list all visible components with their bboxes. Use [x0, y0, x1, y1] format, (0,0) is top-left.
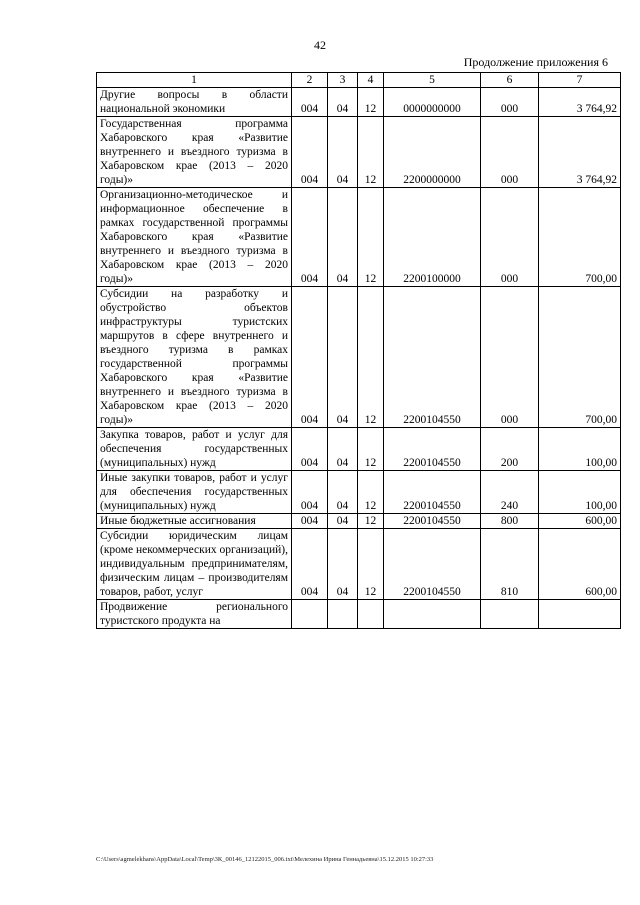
row-name: Субсидии юридическим лицам (кроме некоммерческих организаций), индивидуальным предпринимателям, физическим лицам – производителям товаров, работ, услуг	[97, 529, 292, 600]
table-row	[97, 287, 621, 428]
subsection-code: 12	[358, 529, 384, 600]
subsection-code: 12	[358, 428, 384, 471]
section-code: 04	[328, 188, 358, 287]
column-header: 2	[292, 73, 328, 88]
page-number: 42	[314, 38, 326, 52]
subsection-code: 12	[358, 88, 384, 117]
ministry-code: 004	[292, 428, 328, 471]
section-code: 04	[328, 428, 358, 471]
table-row	[97, 514, 621, 529]
expense-type-code: 200	[481, 428, 539, 471]
subsection-code	[358, 600, 384, 629]
expense-type-code: 000	[481, 188, 539, 287]
section-code: 04	[328, 88, 358, 117]
amount: 700,00	[539, 188, 621, 287]
target-item-code: 0000000000	[384, 88, 481, 117]
column-header: 7	[539, 73, 621, 88]
row-name: Субсидии на разработку и обустройство объектов инфраструктуры туристских маршрутов в сфере внутреннего и въездного туризма в рамках государственной программы Хабаровского края «Развитие внутреннего и въездного туризма в Хабаровском крае (2013 – 2020 годы)»	[97, 287, 292, 428]
amount: 100,00	[539, 471, 621, 514]
row-name: Продвижение регионального туристского продукта на	[97, 600, 292, 629]
target-item-code: 2200104550	[384, 529, 481, 600]
target-item-code: 2200100000	[384, 188, 481, 287]
ministry-code: 004	[292, 188, 328, 287]
budget-table	[96, 72, 621, 629]
ministry-code	[292, 600, 328, 629]
subsection-code: 12	[358, 287, 384, 428]
column-header: 1	[97, 73, 292, 88]
target-item-code: 2200104550	[384, 514, 481, 529]
amount: 600,00	[539, 514, 621, 529]
appendix-continuation-label: Продолжение приложения 6	[463, 55, 608, 69]
table-row	[97, 88, 621, 117]
subsection-code: 12	[358, 471, 384, 514]
ministry-code: 004	[292, 88, 328, 117]
expense-type-code: 800	[481, 514, 539, 529]
section-code: 04	[328, 287, 358, 428]
amount: 3 764,92	[539, 117, 621, 188]
amount: 600,00	[539, 529, 621, 600]
table-row	[97, 529, 621, 600]
expense-type-code: 000	[481, 287, 539, 428]
ministry-code: 004	[292, 287, 328, 428]
table-header-row	[97, 73, 621, 88]
row-name: Закупка товаров, работ и услуг для обеспечения государственных (муниципальных) нужд	[97, 428, 292, 471]
section-code: 04	[328, 514, 358, 529]
expense-type-code: 240	[481, 471, 539, 514]
ministry-code: 004	[292, 529, 328, 600]
row-name: Организационно-методическое и информационное обеспечение в рамках государственной программы Хабаровского края «Развитие внутреннего и въездного туризма в Хабаровском крае (2013 – 2020 годы)»	[97, 188, 292, 287]
row-name: Иные бюджетные ассигнования	[97, 514, 292, 529]
table-row	[97, 117, 621, 188]
subsection-code: 12	[358, 117, 384, 188]
amount: 700,00	[539, 287, 621, 428]
column-header: 6	[481, 73, 539, 88]
table-row	[97, 188, 621, 287]
column-header: 5	[384, 73, 481, 88]
target-item-code: 2200104550	[384, 428, 481, 471]
subsection-code: 12	[358, 514, 384, 529]
amount: 3 764,92	[539, 88, 621, 117]
ministry-code: 004	[292, 471, 328, 514]
amount: 100,00	[539, 428, 621, 471]
expense-type-code: 000	[481, 88, 539, 117]
document-path-footer: C:\Users\agmelekhans\AppData\Local\Temp\3К_00146_12122015_006.txt\Мелехина Ирина Геннадьевна\15.12.2015 10:27:33	[96, 856, 434, 863]
column-header: 3	[328, 73, 358, 88]
row-name: Другие вопросы в области национальной экономики	[97, 88, 292, 117]
table-row	[97, 471, 621, 514]
target-item-code: 2200104550	[384, 471, 481, 514]
amount	[539, 600, 621, 629]
target-item-code: 2200104550	[384, 287, 481, 428]
row-name: Государственная программа Хабаровского края «Развитие внутреннего и въездного туризма в Хабаровском крае (2013 – 2020 годы)»	[97, 117, 292, 188]
section-code: 04	[328, 117, 358, 188]
table-row	[97, 428, 621, 471]
expense-type-code: 810	[481, 529, 539, 600]
column-header: 4	[358, 73, 384, 88]
target-item-code	[384, 600, 481, 629]
expense-type-code: 000	[481, 117, 539, 188]
ministry-code: 004	[292, 514, 328, 529]
expense-type-code	[481, 600, 539, 629]
section-code: 04	[328, 471, 358, 514]
target-item-code: 2200000000	[384, 117, 481, 188]
table-row	[97, 600, 621, 629]
row-name: Иные закупки товаров, работ и услуг для обеспечения государственных (муниципальных) нужд	[97, 471, 292, 514]
subsection-code: 12	[358, 188, 384, 287]
section-code: 04	[328, 529, 358, 600]
ministry-code: 004	[292, 117, 328, 188]
section-code	[328, 600, 358, 629]
